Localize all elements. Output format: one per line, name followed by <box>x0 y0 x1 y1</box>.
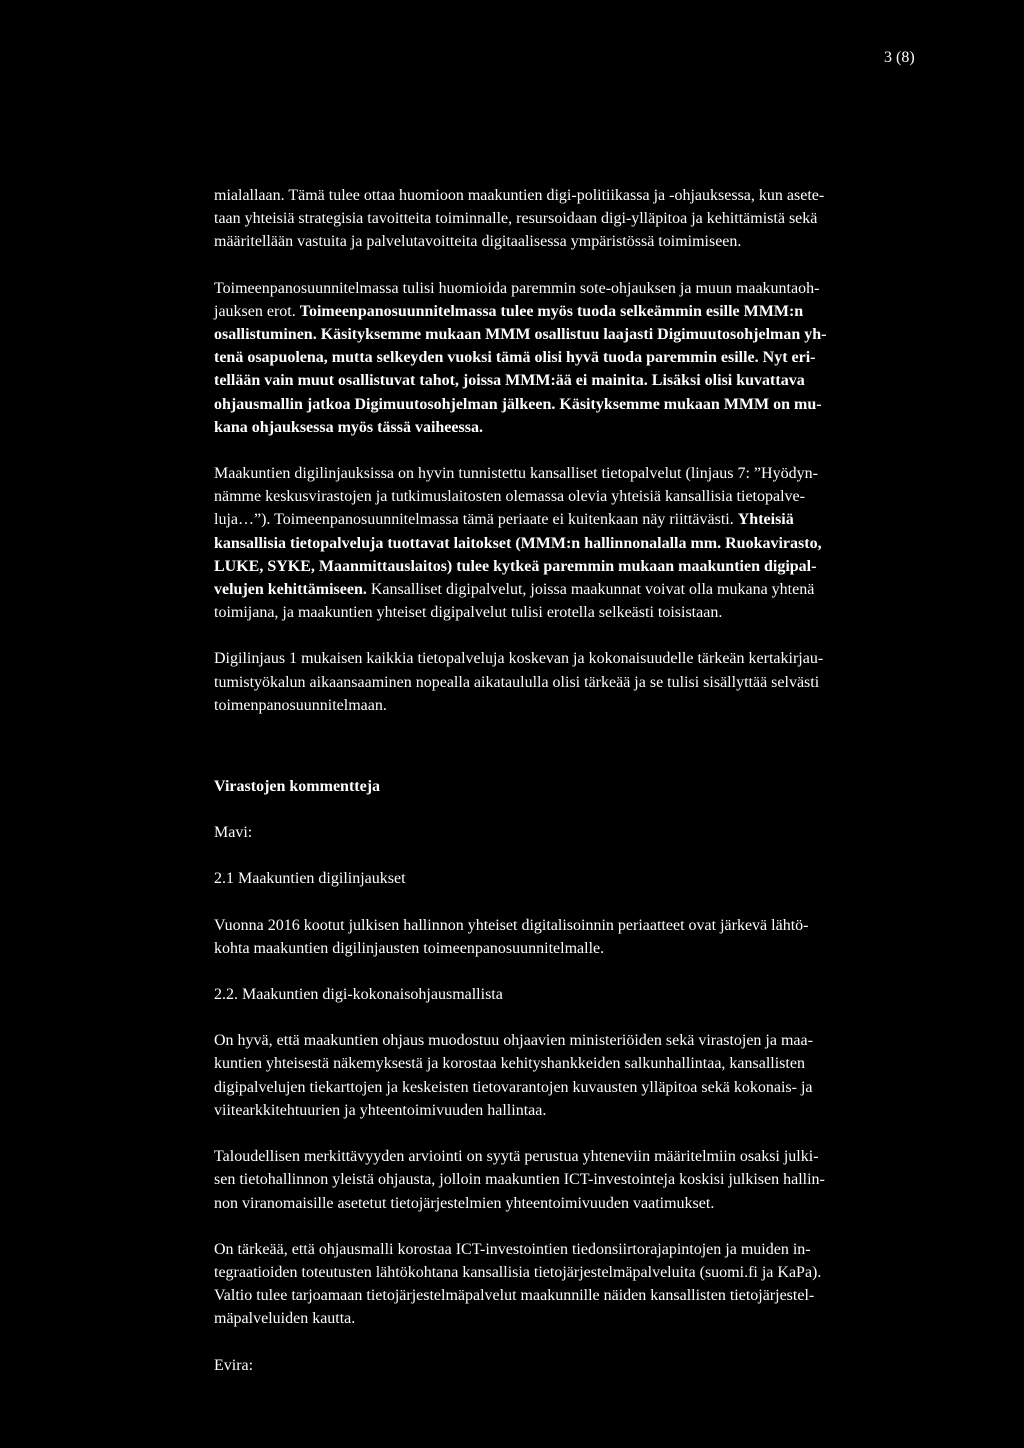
paragraph-kansalliset-tietopalvelut <box>214 462 944 624</box>
paragraph-2-1 <box>214 914 944 960</box>
text-line <box>214 300 944 323</box>
text-line: nämme keskusvirastojen ja tutkimuslaitosten olemassa olevia yhteisiä kansallisia tietopalve- <box>214 488 805 506</box>
paragraph-2-2-talous <box>214 1145 944 1215</box>
bold-text-line: LUKE, SYKE, Maanmittauslaitos) tulee kytkeä paremmin mukaan maakuntien digipal- <box>214 557 817 575</box>
subsection-title: 2.2. Maakuntien digi-kokonaisohjausmallista <box>214 986 503 1004</box>
text-line: tegraatioiden toteutusten lähtökohtana kansallisia tietojärjestelmäpalveluita (suomi.fi ja KaPa). <box>214 1263 822 1281</box>
bold-text-line: kana ohjauksessa myös tässä vaiheessa. <box>214 418 483 436</box>
text-line: Taloudellisen merkittävyyden arviointi on syytä perustua yhteneviin määritelmiin osaksi julki- <box>214 1148 819 1166</box>
text-line: non viranomaisille asetetut tietojärjestelmien yhteentoimivuuden vaatimukset. <box>214 1194 715 1212</box>
bold-text-line: tenä osapuolena, mutta selkeyden vuoksi tämä olisi hyvä tuoda paremmin esille. Nyt eri- <box>214 349 816 367</box>
text-line: mäpalveluiden kautta. <box>214 1310 356 1328</box>
paragraph-sote-ohjaus <box>214 277 944 439</box>
text-line: Vuonna 2016 kootut julkisen hallinnon yhteiset digitalisoinnin periaatteet ovat järkevä lähtö- <box>214 916 809 934</box>
text-line <box>214 508 944 531</box>
text-line: tumistyökalun aikaansaaminen nopealla aikataululla olisi tärkeää ja se tulisi sisällyttää selvästi <box>214 673 820 691</box>
bold-text-line: kansallisia tietopalveluja tuottavat laitokset (MMM:n hallinnonalalla mm. Ruokavirasto, <box>214 534 822 552</box>
text-line <box>214 578 944 601</box>
bold-text-line: ohjausmallin jatkoa Digimuutosohjelman jälkeen. Käsityksemme mukaan MMM on mu- <box>214 395 822 413</box>
text-line: Valtio tulee tarjoamaan tietojärjestelmäpalvelut maakunnille näiden kansallisten tietojärjestel- <box>214 1287 815 1305</box>
agency-label-evira: Evira: <box>214 1356 254 1374</box>
text-line: mialallaan. Tämä tulee ottaa huomioon maakuntien digi-politiikassa ja -ohjauksessa, kun asete- <box>214 187 825 204</box>
bold-text-run: Yhteisiä <box>737 511 794 529</box>
text-line: toimenpanosuunnitelmaan. <box>214 696 387 714</box>
text-line: viitearkkitehtuurien ja yhteentoimivuuden hallintaa. <box>214 1101 547 1119</box>
bold-text-run: velujen kehittämiseen. <box>214 581 367 599</box>
agency-label-mavi: Mavi: <box>214 824 253 842</box>
text-line: taan yhteisiä strategisia tavoitteita toiminnalle, resursoidaan digi-ylläpitoa ja kehittämistä sekä <box>214 210 818 228</box>
bold-text-run: Toimeenpanosuunnitelmassa tulee myös tuoda selkeämmin esille MMM:n <box>299 302 804 320</box>
text-run: luja…”). Toimeenpanosuunnitelmassa tämä periaate ei kuitenkaan näy riittävästi. <box>214 511 738 529</box>
text-line: määritellään vastuita ja palvelutavoitteita digitaalisessa ympäristössä toimimiseen. <box>214 233 742 251</box>
text-run: Kansalliset digipalvelut, joissa maakunnat voivat olla mukana yhtenä <box>366 581 815 599</box>
text-line: On tärkeää, että ohjausmalli korostaa ICT-investointien tiedonsiirtorajapintojen ja muiden in- <box>214 1240 811 1258</box>
text-line: sen tietohallinnon yleistä ohjausta, jolloin maakuntien ICT-investointeja koskisi julkisen hallin- <box>214 1171 825 1189</box>
text-line: Toimeenpanosuunnitelmassa tulisi huomioida paremmin sote-ohjauksen ja muun maakuntaoh- <box>214 279 820 297</box>
document-body <box>214 184 944 1377</box>
paragraph-digi-policy <box>214 184 944 254</box>
text-line: kuntien yhteisestä näkemyksestä ja korostaa kehityshankkeiden salkunhallintaa, kansallisten <box>214 1055 805 1073</box>
text-line: Maakuntien digilinjauksissa on hyvin tunnistettu kansalliset tietopalvelut (linjaus 7: ”Hyödyn- <box>214 465 818 483</box>
subsection-title: 2.1 Maakuntien digilinjaukset <box>214 870 406 888</box>
paragraph-digilinjaus-1 <box>214 647 944 717</box>
text-line: digipalvelujen tiekarttojen ja keskeisten tietovarantojen kuvausten ylläpitoa sekä kokonais- ja <box>214 1078 813 1096</box>
bold-text-line: osallistuminen. Käsityksemme mukaan MMM osallistuu laajasti Digimuutosohjelman yh- <box>214 326 827 344</box>
page-number: 3 (8) <box>884 49 915 66</box>
text-run: jauksen erot. <box>214 302 300 320</box>
text-line: Digilinjaus 1 mukaisen kaikkia tietopalveluja koskevan ja kokonaisuudelle tärkeän kertakirjau- <box>214 650 824 668</box>
text-line: On hyvä, että maakuntien ohjaus muodostuu ohjaavien ministeriöiden sekä virastojen ja maa- <box>214 1032 813 1050</box>
text-line: kohta maakuntien digilinjausten toimeenpanosuunnitelmalle. <box>214 939 605 957</box>
paragraph-2-2-ohjaus <box>214 1029 944 1122</box>
text-line: toimijana, ja maakuntien yhteiset digipalvelut tulisi erotella selkeästi toisistaan. <box>214 604 723 622</box>
bold-text-line: tellään vain muut osallistuvat tahot, joissa MMM:ää ei mainita. Lisäksi olisi kuvattava <box>214 372 805 390</box>
paragraph-2-2-ict <box>214 1238 944 1331</box>
section-heading: Virastojen kommentteja <box>214 778 381 796</box>
